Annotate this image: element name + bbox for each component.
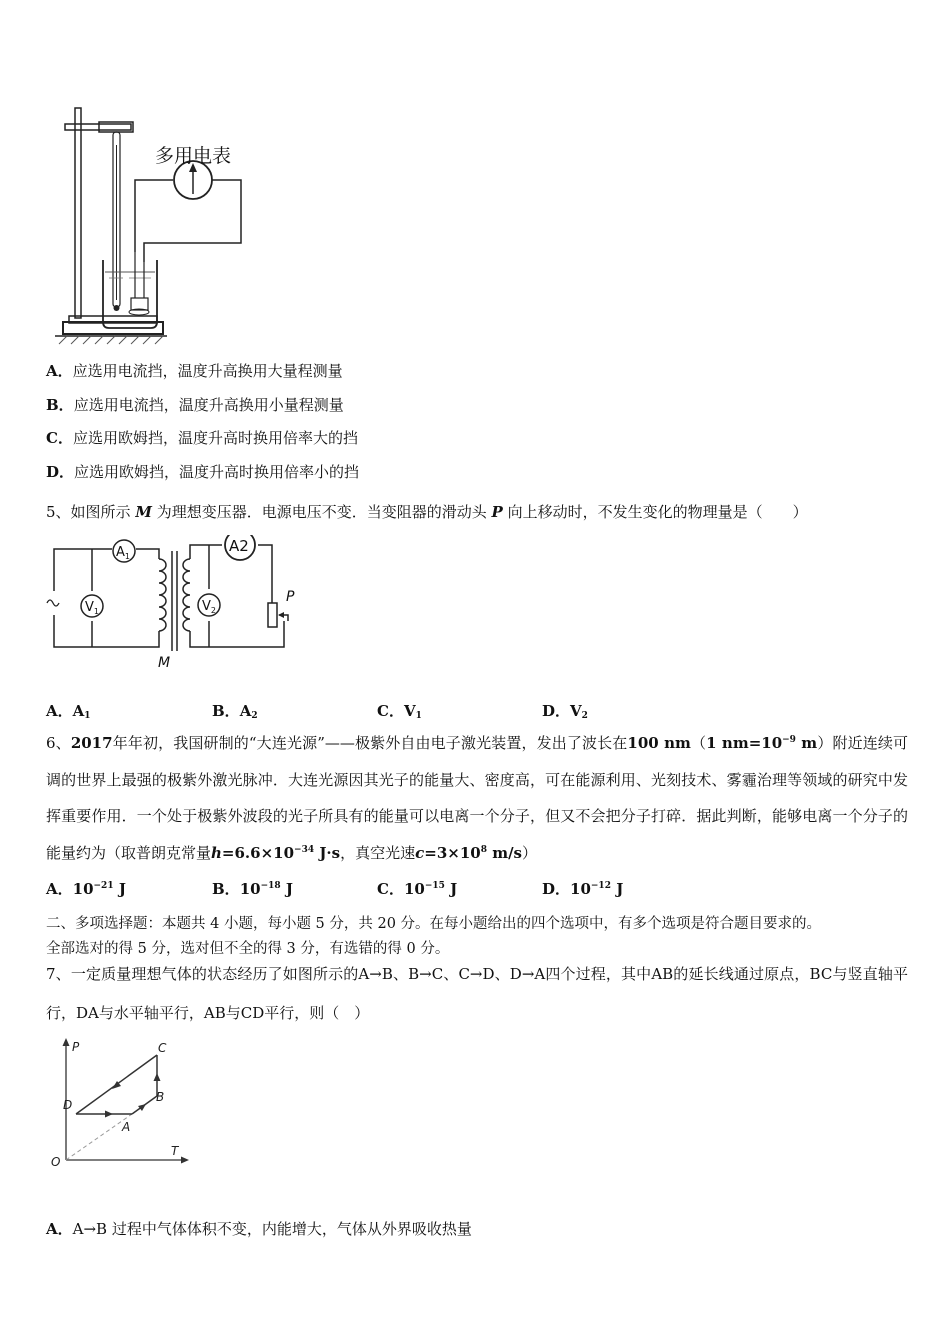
svg-text:A1: $A_1$ <box>116 545 130 561</box>
svg-text:D: D <box>63 1098 73 1112</box>
q4-option-a: A．应选用电流挡，温度升高换用大量程测量 <box>46 362 343 380</box>
svg-text:P: P <box>286 589 295 605</box>
q4-option-d: D．应选用欧姆挡，温度升高时换用倍率小的挡 <box>46 463 360 481</box>
svg-text:A2: A2 <box>229 537 249 555</box>
q5-option-d: D．$V_2$ <box>542 702 588 721</box>
q4-option-c: C．应选用欧姆挡，温度升高时换用倍率大的挡 <box>46 429 358 447</box>
svg-text:O: O <box>51 1155 61 1169</box>
figure-transformer-circuit <box>44 535 304 675</box>
q6-option-a: A．$10^{-21}$ J <box>46 880 126 898</box>
section2-line1: 二、多项选择题：本题共 4 小题，每小题 5 分，共 20 分。在每小题给出的四个选项中，有多个选项是符合题目要求的。 <box>46 916 822 932</box>
q5-option-b: B．$A_2$ <box>212 702 258 721</box>
section2-line2: 全部选对的得 5 分，选对但不全的得 3 分，有选错的得 0 分。 <box>46 941 450 957</box>
figure-multimeter-setup <box>55 100 265 345</box>
svg-text:M: M <box>158 655 171 671</box>
svg-text:T: T <box>171 1144 179 1158</box>
svg-text:V1: $V_1$ <box>85 600 99 616</box>
svg-text:C: C <box>158 1041 167 1055</box>
svg-text:V2: $V_2$ <box>202 599 216 615</box>
q6-option-b: B．$10^{-18}$ J <box>212 880 293 898</box>
svg-text:P: P <box>72 1040 80 1054</box>
figure-pt-diagram <box>46 1035 196 1170</box>
q4-option-b: B．应选用电流挡，温度升高换用小量程测量 <box>46 396 344 414</box>
multimeter-label: 多用电表 <box>155 145 232 167</box>
svg-text:B: B <box>156 1090 165 1104</box>
q5-option-a: A．$A_1$ <box>46 702 91 721</box>
svg-text:A: A <box>122 1120 131 1134</box>
q7-option-a: A．A→B 过程中气体体积不变，内能增大，气体从外界吸收热量 <box>46 1220 472 1238</box>
q5-option-c: C．$V_1$ <box>377 702 422 721</box>
q6-option-d: D．$10^{-12}$ J <box>542 880 624 898</box>
q6-option-c: C．$10^{-15}$ J <box>377 880 458 898</box>
q7-stem: 7、一定质量理想气体的状态经历了如图所示的A→B、B→C、C→D、D→A四个过程，其中AB的延长线通过原点，BC与竖直轴平行，DA与水平轴平行，AB与CD平行，则（ ） <box>46 965 908 1022</box>
q6-stem: 6、2017年年初，我国研制的“大连光源”——极紫外自由电子激光装置，发出了波长在100 nm（1 $nm=10^{-9}$ m）附近连续可调的世界上最强的极紫外激光脉冲．大连光源因其光子的能量大、密度高，可在能源利用、光刻技术、雾霾治理等领域的研究中发挥重要作用．一个处于极紫外波段的光子所具有的能量可以电离一个分子，但又不会把分子打碎．据此判断，能够电离一个分子的能量约为（取普朗克常量$h=6.6\times 10^{-34}$ J·s，真空光速$c=3\times 10^8$ m/s） <box>46 734 908 862</box>
q5-stem: 5、如图所示 M 为理想变压器．电源电压不变．当变阻器的滑动头 P 向上移动时，不发生变化的物理量是（ ） <box>46 503 808 521</box>
